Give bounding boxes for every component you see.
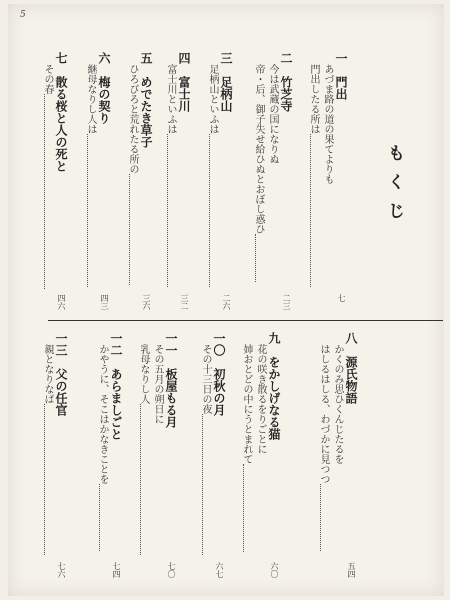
book-page [8,4,444,596]
entry-opening-line: 足柄山といふは [205,52,219,287]
entry-opening-line: 継母なりし人は [83,52,97,287]
entry-number: 一二 [109,332,123,356]
entry-heading [212,332,226,555]
entry-opening-line: 門出したる所は [306,52,320,287]
entry-number: 八 [344,332,358,344]
entry-number: 九 [267,332,281,344]
entry-page-number: 三二 [180,294,189,310]
entry-heading [344,332,358,551]
entry-title: 父の任官 [54,368,68,416]
entry-opening-line: その五月の朔日に [152,344,163,424]
toc-entry [125,52,153,285]
toc-entry [95,332,123,551]
dot-leader [202,414,203,555]
entry-page-number: 六〇 [270,562,279,578]
entry-opening-line: 親となりなば [40,332,54,555]
entry-opening-line: 帝・后、御子失せ給ひぬとおぼし惑ひ [251,52,265,282]
entry-heading [109,332,123,551]
toc-entry [316,332,358,551]
entry-page-number: 三六 [142,294,151,310]
entry-page-number: 四六 [57,294,66,310]
entry-heading [219,52,233,287]
dot-leader [99,484,100,551]
entry-opening-line: その春 [40,52,54,289]
dot-leader [44,404,45,555]
entry-opening-line: かくのみ思ひくんじたるを [332,344,343,464]
entry-number: 一〇 [212,332,226,356]
toc-entry [136,332,178,555]
entry-number: 一 [334,52,348,64]
toc-entry [205,52,233,287]
toc-entry [83,52,111,287]
entry-title: めでたき草子 [139,76,153,148]
entry-page-number: 二六 [222,294,231,310]
entry-number: 一一 [164,332,178,356]
entry-heading [54,52,68,289]
entry-page-number: 七〇 [167,562,176,578]
toc-title: もくじ [384,144,404,231]
entry-heading [139,52,153,285]
entry-opening-line: 富士川といふは [163,52,177,287]
entry-number: 一三 [54,332,68,356]
dot-leader [255,234,256,282]
entry-opening-line: 花の咲き散るをりごとに [255,344,266,454]
dot-leader [320,484,321,551]
toc-entry [251,52,293,282]
entry-opening-line: 姉おとどの中にうとまれて [239,332,253,552]
dot-leader [243,464,244,552]
toc-entry [40,52,68,289]
entry-opening-line: その十三日の夜 [198,332,212,555]
entry-title: あらましごと [109,368,123,440]
entry-title: 門出 [334,76,348,100]
entry-opening-line: かやうに、そこはかなきことを [95,332,109,551]
entry-page-number: 七四 [112,562,121,578]
page-number: 5 [20,10,26,20]
entry-title: 初秋の月 [212,368,226,416]
entry-heading [334,52,348,287]
entry-number: 五 [139,52,153,64]
entry-title: をかしげなる猫 [267,356,281,440]
entry-page-number: 四三 [100,294,109,310]
section-divider [48,320,443,321]
entry-page-number: 六七 [215,562,224,578]
entry-page-number: 七 [337,294,346,302]
dot-leader [129,174,130,285]
entry-heading [279,52,293,282]
dot-leader [87,134,88,287]
entry-heading [97,52,111,287]
entry-title: 散る桜と人の死と [54,76,68,172]
dot-leader [310,134,311,287]
entry-title: 足柄山 [219,76,233,112]
entry-title: 源氏物語 [344,356,358,404]
entry-opening-line: 乳母なりし人 [136,332,150,555]
dot-leader [44,94,45,289]
toc-entry [306,52,348,287]
dot-leader [140,404,141,555]
toc-entry [40,332,68,555]
toc-entry [198,332,226,555]
dot-leader [209,134,210,287]
toc-entry [163,52,191,287]
entry-page-number: 二三 [282,294,291,310]
entry-page-number: 七六 [57,562,66,578]
entry-opening-line: はしるはしる、わづかに見つつ [316,332,330,551]
entry-heading [177,52,191,287]
entry-opening-line: ひろびろと荒れたる所の [125,52,139,285]
entry-heading [54,332,68,555]
entry-title: 竹芝寺 [279,76,293,112]
entry-heading [164,332,178,555]
entry-number: 四 [177,52,191,64]
entry-page-number: 五四 [347,562,356,578]
entry-title: 富士川 [177,76,191,112]
entry-number: 七 [54,52,68,64]
entry-number: 三 [219,52,233,64]
entry-title: 板屋もる月 [164,368,178,428]
dot-leader [167,134,168,287]
entry-heading [267,332,281,552]
toc-entry [239,332,281,552]
entry-opening-line: あづま路の道の果てよりも [322,64,333,184]
entry-number: 二 [279,52,293,64]
entry-opening-line: 今は武蔵の国になりぬ [267,64,278,164]
entry-title: 梅の契り [97,76,111,124]
entry-number: 六 [97,52,111,64]
